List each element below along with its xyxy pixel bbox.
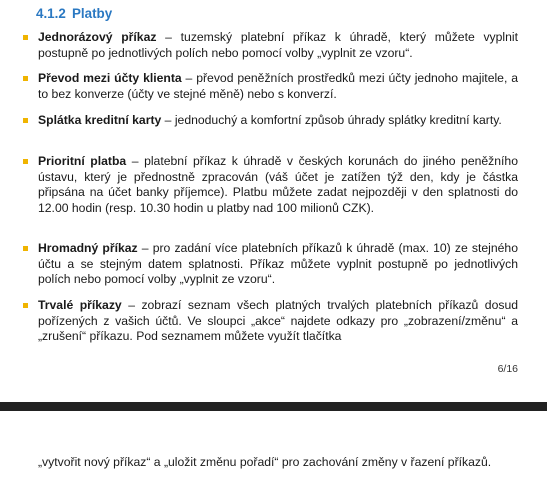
- item-description: – zobrazí seznam všech platných trvalých platebních příkazů dosud pořízených z vašich účtů. Ve sloupci „akce“ najdete odkazy pro „zobrazení/změnu“ a „zrušení“ příkazu. Pod seznamem můžete využít tlačítka: [38, 298, 519, 344]
- list-item-text: [38, 154, 518, 216]
- bullet-marker: [23, 118, 28, 123]
- item-description: – pro zadání více platebních příkazů k úhradě (max. 10) ze stejného účtu a se stejným datem splatnosti. Příkaz můžete vyplnit postupně po jednotlivých polích nebo pomocí volby „vyplnit ze vzoru“.: [38, 241, 518, 287]
- item-term: Splátka kreditní karty: [38, 113, 162, 127]
- item-description: – tuzemský platební příkaz k úhradě, který můžete vyplnit postupně po jednotlivých polích nebo pomocí volby „vyplnit ze vzoru“.: [38, 30, 518, 60]
- document-page-lower: [0, 411, 547, 500]
- item-term: Jednorázový příkaz: [38, 30, 157, 44]
- bullet-marker: [23, 246, 28, 251]
- item-term: Převod mezi účty klienta: [38, 71, 182, 85]
- item-description: – platební příkaz k úhradě v českých korunách do jiného peněžního ústavu, který je přednostně zpracován (váš účet je zatížen týž den, kdy je částka připsána na účet banky příjemce). Platbu můžete zadat nejpozději v den splatnosti do 12.00 hodin (resp. 10.30 hodin u platby nad 100 milionů CZK).: [38, 154, 518, 215]
- page-separator: [0, 402, 547, 411]
- item-description: – převod peněžních prostředků mezi účty jednoho majitele, a to bez konverze (účty ve stejné měně) nebo s konverzí.: [38, 71, 518, 101]
- bullet-marker: [23, 303, 28, 308]
- list-item-text: [38, 30, 518, 61]
- list-item-text: [38, 71, 518, 102]
- item-description: – jednoduchý a komfortní způsob úhrady splátky kreditní karty.: [161, 113, 502, 127]
- section-number: 4.1.2: [36, 6, 66, 21]
- bullet-marker: [23, 35, 28, 40]
- page-number: 6/16: [497, 363, 518, 375]
- bullet-marker: [23, 159, 28, 164]
- bullet-marker: [23, 76, 28, 81]
- item-term: Hromadný příkaz: [38, 241, 138, 255]
- item-term: Prioritní platba: [38, 154, 127, 168]
- list-item-text: [38, 113, 518, 129]
- list-item-text: [38, 241, 518, 288]
- list-item-text: [38, 298, 518, 345]
- item-term: Trvalé příkazy: [38, 298, 122, 312]
- section-title: Platby: [72, 6, 113, 21]
- continuation-text: „vytvořit nový příkaz“ a „uložit změnu pořadí“ pro zachování změny v řazení příkazů.: [38, 455, 492, 469]
- section-heading: [36, 6, 112, 21]
